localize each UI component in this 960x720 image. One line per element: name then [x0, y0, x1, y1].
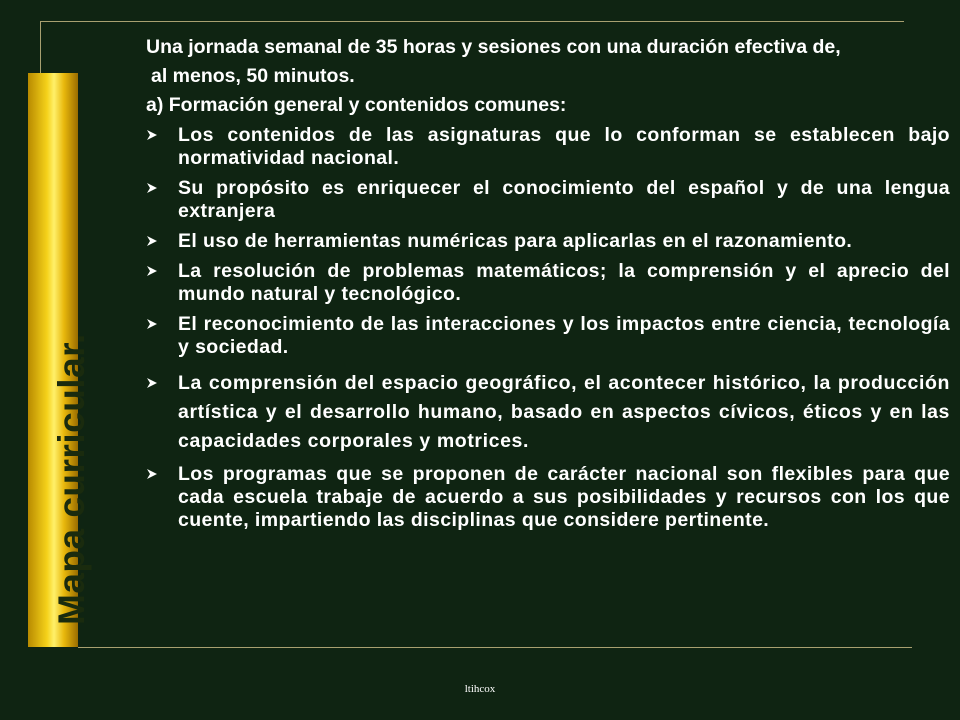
list-item-text: La comprensión del espacio geográfico, el acontecer histórico, la producción artística y el desarrollo humano, basado en aspectos cívicos, éticos y en las capacidades corporales y motrices.: [178, 372, 950, 452]
list-item-text: La resolución de problemas matemáticos; la comprensión y el aprecio del mundo natural y tecnológico.: [178, 260, 950, 305]
left-rule: [40, 21, 41, 75]
list-item: [146, 230, 950, 253]
list-item-text: Los programas que se proponen de carácter nacional son flexibles para que cada escuela trabaje de acuerdo a sus posibilidades y recursos con los que cuente, impartiendo las disciplinas que considere pertinente.: [178, 463, 950, 531]
arrowhead-bullet-icon: [146, 265, 158, 277]
arrowhead-bullet-icon: [146, 235, 158, 247]
arrowhead-bullet-icon: [146, 468, 158, 480]
list-item-text: Los contenidos de las asignaturas que lo conforman se establecen bajo normatividad nacional.: [178, 124, 950, 169]
slide-content: [146, 36, 950, 532]
top-rule: [40, 21, 904, 22]
list-item-text: El reconocimiento de las interacciones y los impactos entre ciencia, tecnología y sociedad.: [178, 313, 950, 358]
intro-text: Una jornada semanal de 35 horas y sesiones con una duración efectiva de,: [146, 36, 841, 58]
arrowhead-bullet-icon: [146, 377, 158, 389]
list-item-text: El uso de herramientas numéricas para aplicarlas en el razonamiento.: [178, 230, 853, 252]
list-item-text: Su propósito es enriquecer el conocimiento del español y de una lengua extranjera: [178, 177, 950, 222]
list-item: [146, 124, 950, 170]
footer-text: ltihcox: [464, 683, 496, 695]
bottom-rule: [78, 647, 912, 648]
list-item: [146, 260, 950, 306]
list-item: [146, 369, 950, 456]
section-heading: a) Formación general y contenidos comunes:: [146, 94, 567, 116]
sidebar-title: Mapa curricular.: [51, 333, 92, 625]
arrowhead-bullet-icon: [146, 318, 158, 330]
intro-continuation: al menos, 50 minutos.: [151, 65, 355, 87]
arrowhead-bullet-icon: [146, 182, 158, 194]
arrowhead-bullet-icon: [146, 129, 158, 141]
list-item: [146, 313, 950, 359]
list-item: [146, 177, 950, 223]
bullet-list: [146, 124, 950, 532]
list-item: [146, 463, 950, 532]
